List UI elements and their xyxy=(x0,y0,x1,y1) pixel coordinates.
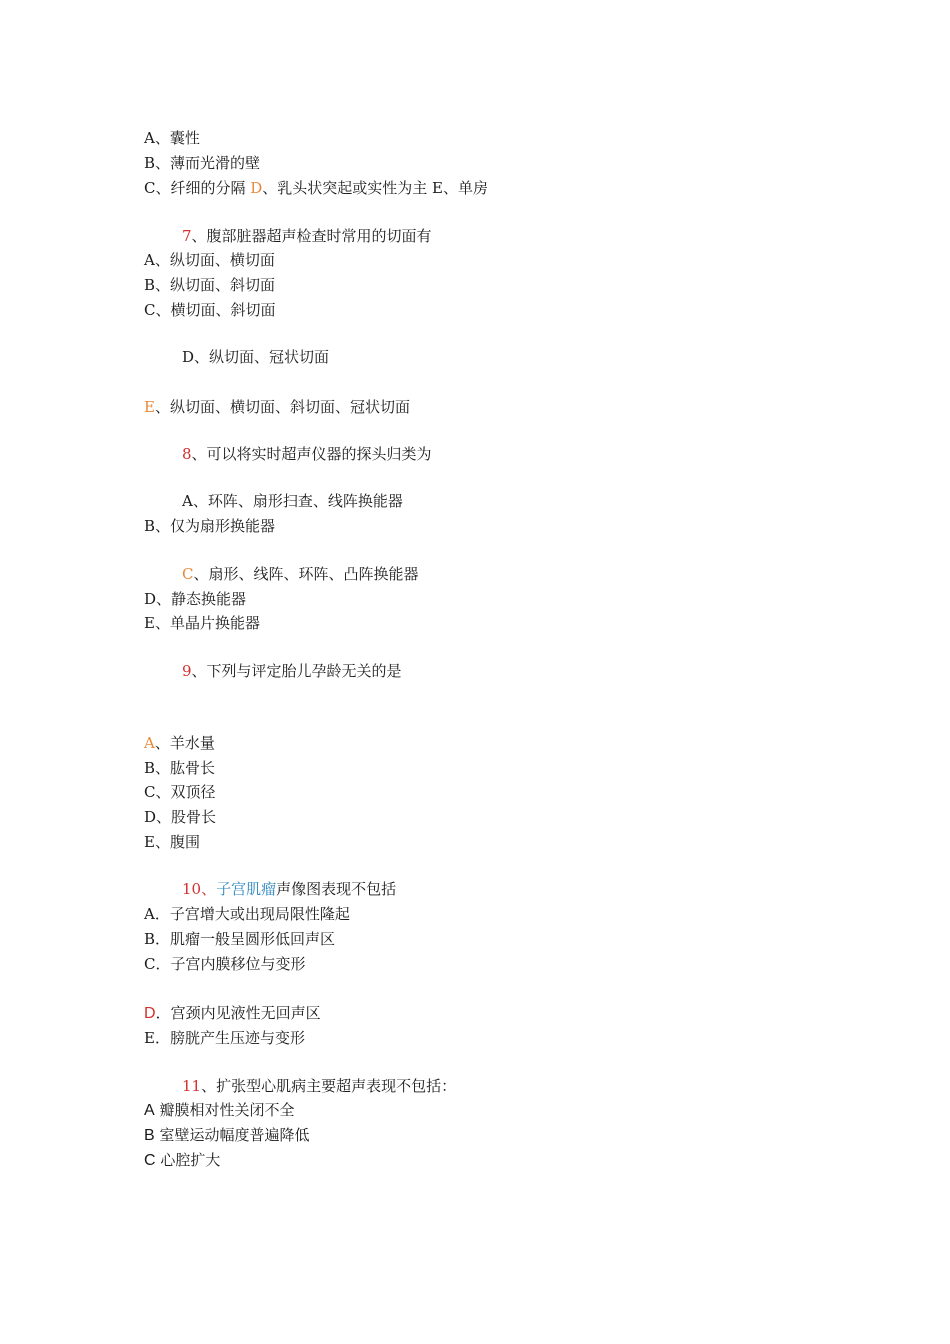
q8-number: 8 xyxy=(182,445,192,463)
q11-option-b: 室壁运动幅度普遍降低 xyxy=(154,1126,310,1144)
q8-option-a: A、环阵、扇形扫查、线阵换能器 xyxy=(182,492,403,510)
q9-option-e: E、腹围 xyxy=(144,833,200,851)
q6-option-d-e: 、乳头状突起或实性为主 E、单房 xyxy=(262,179,489,197)
q6-option-b: B、薄而光滑的壁 xyxy=(144,154,261,172)
q10-stem-link[interactable]: 子宫肌瘤 xyxy=(216,880,277,898)
q8-option-b: B、仅为扇形换能器 xyxy=(144,517,276,535)
q11-option-a-mark: A xyxy=(144,1102,155,1119)
q9-option-d: D、股骨长 xyxy=(144,808,217,826)
q11-option-b-mark: B xyxy=(144,1127,155,1144)
q11-stem-text: 、扩张型心肌病主要超声表现不包括： xyxy=(201,1077,457,1095)
q7-option-e: 、纵切面、横切面、斜切面、冠状切面 xyxy=(154,398,410,416)
q10-stem xyxy=(182,879,396,899)
q10-option-e: E．膀胱产生压迹与变形 xyxy=(144,1029,305,1047)
q7-option-c: C、横切面、斜切面 xyxy=(144,301,276,319)
q9-number: 9 xyxy=(182,662,192,680)
q9-answer-mark: A xyxy=(144,734,155,752)
q8-option-c-line xyxy=(182,564,419,584)
q10-number: 10、 xyxy=(182,880,217,898)
q8-option-e: E、单晶片换能器 xyxy=(144,614,260,632)
q7-option-a: A、纵切面、横切面 xyxy=(144,251,275,269)
q10-option-d-line xyxy=(144,1003,321,1024)
q7-stem xyxy=(182,226,432,246)
q7-option-d: D、纵切面、冠状切面 xyxy=(182,348,330,366)
q6-answer-mark: D xyxy=(250,179,263,197)
q9-option-c: C、双顶径 xyxy=(144,783,216,801)
q7-stem-text: 、腹部脏器超声检查时常用的切面有 xyxy=(191,227,432,245)
q11-option-a: 瓣膜相对性关闭不全 xyxy=(154,1101,295,1119)
q8-answer-mark: C xyxy=(182,565,194,583)
q9-option-a-line xyxy=(144,733,215,753)
q11-number: 11 xyxy=(182,1077,202,1095)
q6-option-c: C、纤细的分隔 xyxy=(144,179,251,197)
q11-option-c: 心腔扩大 xyxy=(155,1151,221,1169)
q11-option-a-line xyxy=(144,1100,294,1121)
q6-option-a: A、囊性 xyxy=(144,129,200,147)
q9-option-b: B、肱骨长 xyxy=(144,759,216,777)
q7-number: 7 xyxy=(182,227,192,245)
q11-option-c-line xyxy=(144,1150,220,1171)
q10-option-b: B．肌瘤一般呈圆形低回声区 xyxy=(144,930,336,948)
q8-stem xyxy=(182,444,432,464)
q8-stem-text: 、可以将实时超声仪器的探头归类为 xyxy=(191,445,432,463)
q7-option-e-line xyxy=(144,397,410,417)
q11-stem xyxy=(182,1076,456,1096)
q7-option-b: B、纵切面、斜切面 xyxy=(144,276,276,294)
q10-answer-mark: D xyxy=(144,1005,156,1022)
q10-option-d: ．宫颈内见液性无回声区 xyxy=(155,1004,321,1022)
q7-answer-mark: E xyxy=(144,398,155,416)
q6-option-c-line xyxy=(144,178,488,198)
q10-option-c: C．子宫内膜移位与变形 xyxy=(144,955,306,973)
q11-option-b-line xyxy=(144,1125,309,1146)
q11-option-c-mark: C xyxy=(144,1152,156,1169)
q9-stem xyxy=(182,661,402,681)
q8-option-c: 、扇形、线阵、环阵、凸阵换能器 xyxy=(193,565,419,583)
q10-option-a: A．子宫增大或出现局限性隆起 xyxy=(144,905,350,923)
q9-option-a: 、羊水量 xyxy=(154,734,215,752)
q10-stem-text: 声像图表现不包括 xyxy=(276,880,397,898)
q9-stem-text: 、下列与评定胎儿孕龄无关的是 xyxy=(191,662,402,680)
q8-option-d: D、静态换能器 xyxy=(144,590,247,608)
